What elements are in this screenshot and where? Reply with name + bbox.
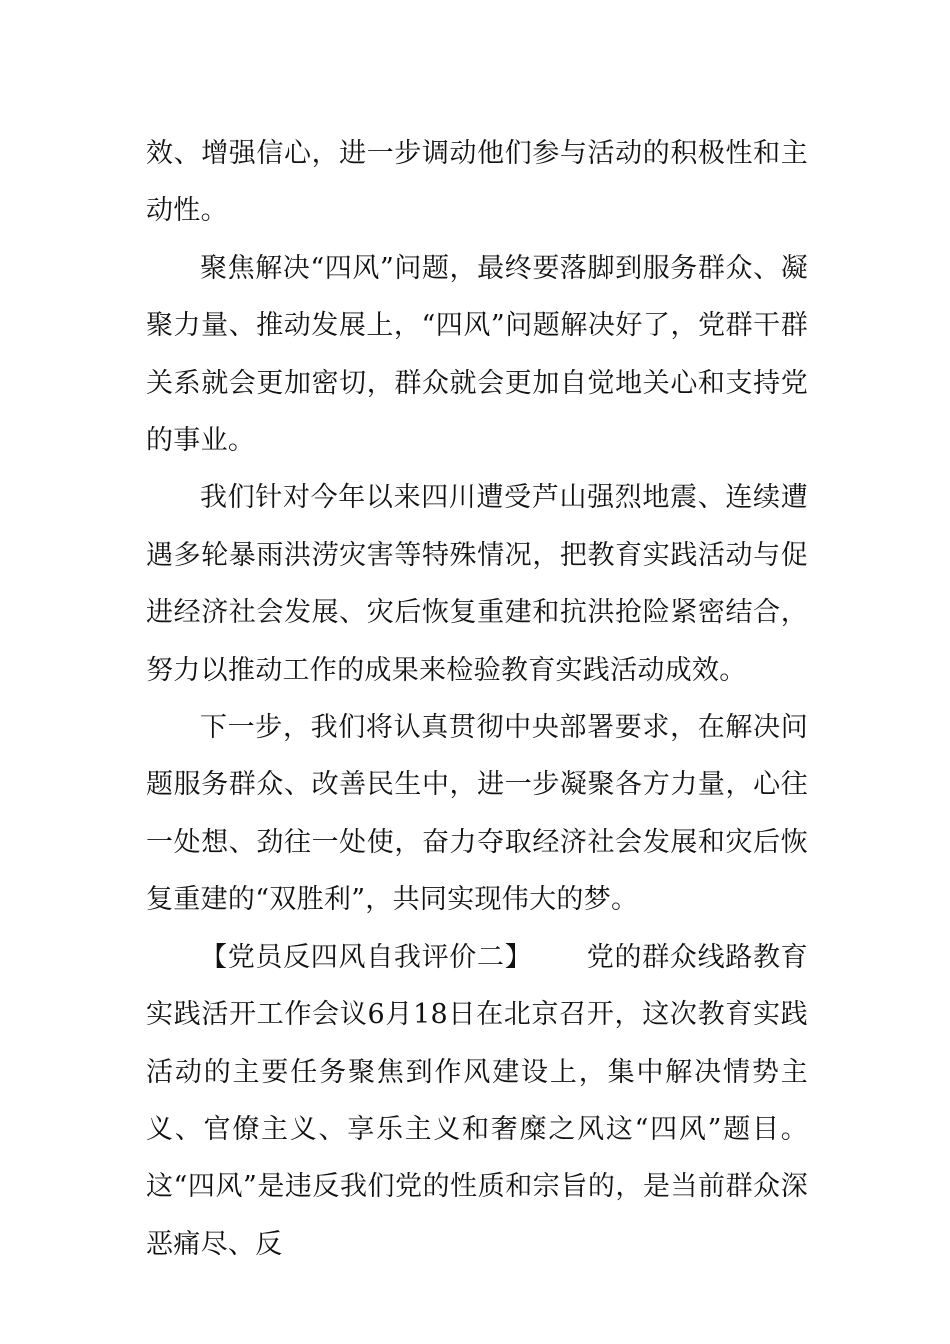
paragraph-2: 聚焦解决“四风”问题，最终要落脚到服务群众、凝聚力量、推动发展上，“四风”问题解决好了，党群干群关系就会更加密切，群众就会更加自觉地关心和支持党的事业。 [146,252,808,457]
section-paragraph [146,929,808,1273]
paragraph-1: 效、增强信心，进一步调动他们参与活动的积极性和主动性。 [146,138,808,227]
section-heading: 【党员反四风自我评价二】 [200,941,533,973]
document-body [146,125,808,1273]
paragraph-3: 我们针对今年以来四川遭受芦山强烈地震、连续遭遇多轮暴雨洪涝灾害等特殊情况，把教育实践活动与促进经济社会发展、灾后恢复重建和抗洪抢险紧密结合，努力以推动工作的成果来检验教育实践活动成效。 [146,482,808,686]
section-body: 党的群众线路教育实践活开工作会议6月18日在北京召开，这次教育实践活动的主要任务聚焦到作风建设上，集中解决情势主义、官僚主义、享乐主义和奢糜之风这“四风”题目。这“四风”是违反我们党的性质和宗旨的，是当前群众深恶痛尽、反 [146,941,808,1260]
paragraph-4: 下一步，我们将认真贯彻中央部署要求，在解决问题服务群众、改善民生中，进一步凝聚各方力量，心往一处想、劲往一处使，奋力夺取经济社会发展和灾后恢复重建的“双胜利”，共同实现伟大的梦。 [146,712,808,916]
